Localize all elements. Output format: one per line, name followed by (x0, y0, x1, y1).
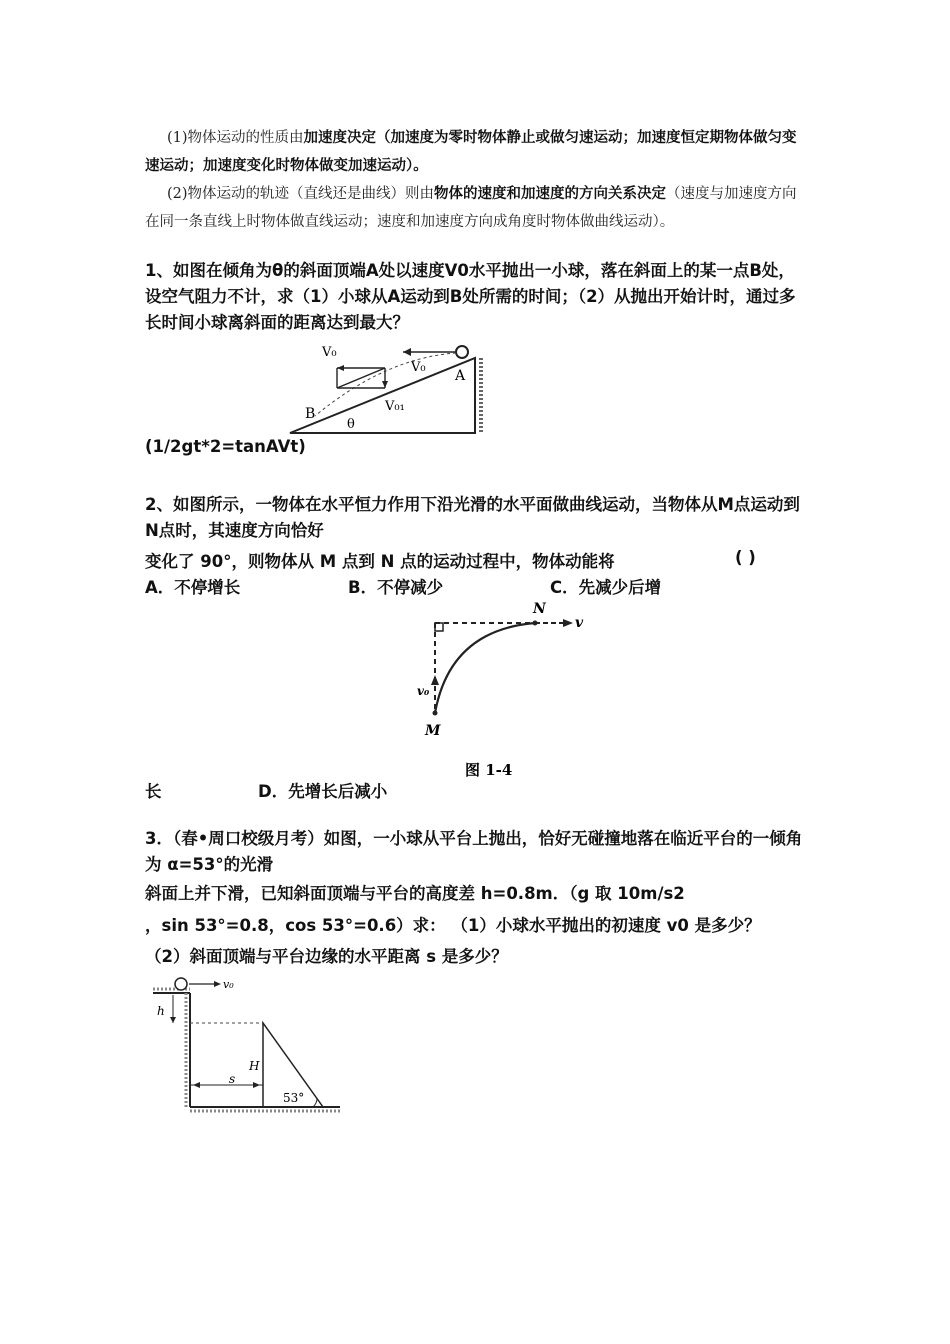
intro-paragraph-2 (145, 180, 810, 236)
label-angle: 53° (283, 1091, 305, 1105)
label-v0: v₀ (417, 684, 430, 698)
option-c: C．先减少后增 (550, 578, 662, 597)
intro-p2-rest: （速度与加速度方向在同一条直线上时物体做直线运动；速度和加速度方向成角度时物体做曲线运动）。 (145, 186, 797, 230)
option-b: B．不停减少 (348, 578, 444, 597)
question-3-line4: （2）斜面顶端与平台边缘的水平距离 s 是多少？ (145, 947, 508, 966)
label-v: v (575, 615, 584, 631)
label-m: M (425, 723, 441, 739)
intro-paragraph-1 (145, 124, 810, 180)
question-3-figure (145, 975, 350, 1115)
intro-p1-rest: （加速度为零时物体静止或做匀速运动；加速度恒定期物体做匀变速运动；加速度变化时物体做变加速运动）。 (145, 129, 797, 174)
question-3-line2: 斜面上并下滑，已知斜面顶端与平台的高度差 h=0.8m．（g 取 10m/s2 (145, 884, 685, 903)
ball-icon (456, 346, 468, 358)
label-v0-left: V₀ (322, 345, 337, 360)
label-a: A (455, 368, 466, 384)
label-b: B (305, 406, 316, 422)
question-2-figure (405, 595, 590, 785)
question-1-figure (285, 338, 485, 438)
right-angle-mark (435, 623, 443, 631)
label-h: h (157, 1004, 165, 1018)
label-n: N (533, 601, 546, 617)
question-3-line1: 3．（春•周口校级月考）如图，一小球从平台上抛出，恰好无碰撞地落在临近平台的一倾角为 α=53°的光滑 (145, 829, 803, 874)
label-theta: θ (347, 417, 355, 432)
intro-p1-prefix: (1)物体运动的性质由 (167, 130, 304, 146)
motion-curve (435, 623, 535, 713)
question-2-blank: ( ) (735, 548, 756, 567)
figure-caption: 图 1-4 (465, 761, 513, 779)
ball-icon (175, 978, 187, 990)
question-1-note: (1/2gt*2=tanAVt) (145, 437, 306, 456)
question-2-line1: 2、如图所示，一物体在水平恒力作用下沿光滑的水平面做曲线运动，当物体从M点运动到N点时，其速度方向恰好 (145, 495, 800, 540)
question-1-text: 1、如图在倾角为θ的斜面顶端A处以速度V0水平抛出一小球，落在斜面上的某一点B处，设空气阻力不计，求（1）小球从A运动到B处所需的时间；（2）从抛出开始计时，通过多长时间小球离斜面的距离达到最大？ (145, 261, 796, 332)
option-a: A．不停增长 (145, 578, 241, 597)
intro-p2-prefix: (2)物体运动的轨迹（直线还是曲线）则由 (167, 186, 435, 202)
label-vy: V₀₁ (385, 399, 405, 414)
label-v0: v₀ (223, 978, 234, 991)
option-d: D．先增长后减小 (258, 782, 388, 801)
label-H: H (249, 1059, 260, 1073)
question-2-line2: 变化了 90°，则物体从 M 点到 N 点的运动过程中，物体动能将 (145, 552, 615, 571)
question-3-line3: ，sin 53°=0.8，cos 53°=0.6）求： （1）小球水平抛出的初速度 v0 是多少？ (145, 916, 761, 935)
label-s: s (229, 1072, 236, 1086)
option-c-continued: 长 (145, 782, 162, 801)
intro-p2-bold: 物体的速度和加速度的方向关系决定 (434, 185, 667, 202)
label-v0-right: V₀ (411, 360, 426, 375)
intro-p1-bold: 加速度决定 (303, 129, 377, 146)
